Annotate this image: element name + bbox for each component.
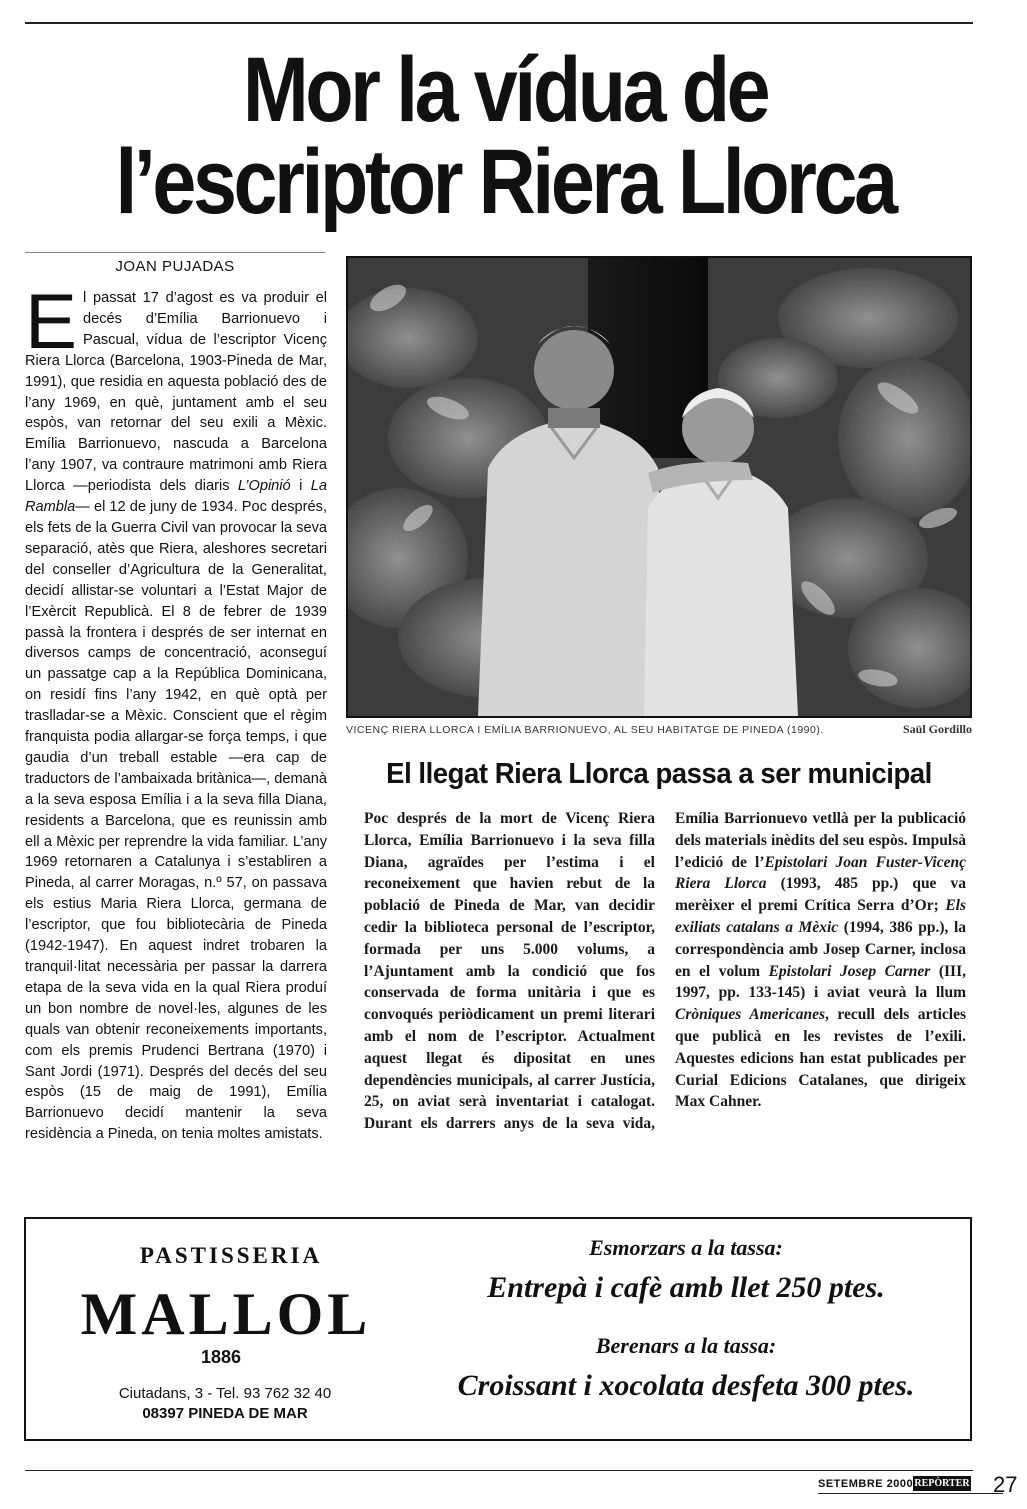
ad-address: Ciutadans, 3 - Tel. 93 762 32 40 bbox=[118, 1385, 332, 1402]
sidebar-title: El llegat Riera Llorca passa a ser municipal bbox=[386, 758, 932, 790]
article-text-1: l passat 17 d’agost es va produir el decés d’Emília Barrionuevo i Pascual, vídua de l’escriptor Vicenç Riera Llorca (Barcelona, 1903-Pineda de Mar, 1991), que residia en aquesta població des de l’any 1969, en què, juntament amb el seu espòs, van retornar del seu exili a Mèxic. Emília Barrionuevo, nascuda a Barcelona l’any 1907, va contraure matrimoni amb Riera Llorca —periodista dels diaris bbox=[25, 290, 327, 495]
sidebar-body bbox=[364, 808, 966, 1200]
top-rule bbox=[25, 22, 973, 24]
ad-offer-1-text: Entrepà i cafè amb llet 250 ptes. bbox=[487, 1271, 885, 1304]
sidebar-text-5: , recull dels articles que publicà en les revistes de l’exili. Aquestes edicions han estat publicades per Curial Edicions Catalanes, que dirigeix Max Cahner. bbox=[675, 1006, 966, 1111]
byline-rule bbox=[25, 252, 325, 253]
article-italic-lopinio: L’Opinió bbox=[237, 478, 291, 495]
photo-image bbox=[348, 258, 970, 716]
footer-issue: SETEMBRE 2000 bbox=[818, 1478, 914, 1490]
photo bbox=[346, 256, 972, 718]
headline bbox=[92, 39, 918, 233]
article-italic-larambla: La Rambla bbox=[25, 478, 327, 516]
advertisement bbox=[24, 1217, 972, 1441]
ad-year: 1886 bbox=[200, 1347, 242, 1367]
headline-line-1: Mor la vídua de bbox=[242, 39, 768, 141]
drop-cap: E bbox=[25, 277, 78, 365]
article-body bbox=[25, 277, 327, 1145]
ad-offer-1-title: Esmorzars a la tassa: bbox=[589, 1235, 783, 1260]
ad-city: 08397 PINEDA DE MAR bbox=[142, 1405, 308, 1422]
sidebar-text-2: (1993, 485 pp.) que va merèixer el premi Crítica Serra d’Or; bbox=[675, 875, 966, 915]
headline-line-2: l’escriptor Riera Llorca bbox=[115, 131, 895, 233]
sidebar-text-3: (1994, 386 pp.), la correspondència amb Josep Carner, inclosa en el volum bbox=[675, 918, 966, 980]
photo-credit: Saül Gordillo bbox=[902, 722, 972, 736]
ad-address-block bbox=[60, 1384, 390, 1424]
byline: JOAN PUJADAS bbox=[115, 258, 235, 275]
sidebar-italic-1: Epistolari Joan Fuster-Vicenç Riera Llorca bbox=[675, 853, 966, 893]
sidebar-text-4: (III, 1997, pp. 133-145) i aviat veurà la llum bbox=[675, 962, 966, 1002]
ad-brand-logo: MALLOL bbox=[80, 1281, 372, 1347]
sidebar-italic-4: Cròniques Americanes bbox=[675, 1006, 826, 1024]
sidebar-text-1: Poc després de la mort de Vicenç Riera Llorca, Emília Barrionuevo i la seva filla Diana, agraïdes per l’estima i el reconeixement que havien rebut de la població de Pineda de Mar, van decidir cedir la biblioteca personal de l’escriptor, formada per uns 5.000 volums, a l’Ajuntament amb la condició que fos conservada de forma unitària i que es convoqués periòdicament un premi literari amb el nom de l’escriptor. Actualment aquest llegat és dipositat en unes dependències municipals, al carrer Justícia, 25, on aviat serà inventariat i catalogat. Durant els darrers anys de la seva vida, Emília Barrionuevo vetllà per la publicació dels materials inèdits del seu espòs. Impulsà l’edició de l’ bbox=[364, 810, 966, 1133]
footer-rule-short bbox=[818, 1493, 1003, 1494]
ad-offer-2-text: Croissant i xocolata desfeta 300 ptes. bbox=[457, 1369, 915, 1402]
article-connector: i bbox=[299, 478, 303, 495]
sidebar-italic-3: Epistolari Josep Carner bbox=[768, 962, 931, 980]
page-number: 27 bbox=[993, 1472, 1018, 1497]
footer-magazine-logo: REPÒRTER bbox=[914, 1478, 970, 1489]
ad-offer-2-title: Berenars a la tassa: bbox=[595, 1333, 777, 1358]
sidebar-italic-2: Els exiliats catalans a Mèxic bbox=[675, 897, 966, 936]
footer-rule bbox=[25, 1470, 973, 1471]
photo-caption: VICENÇ RIERA LLORCA I EMÍLIA BARRIONUEVO, AL SEU HABITATGE DE PINEDA (1990). bbox=[346, 724, 824, 736]
ad-shop-type: PASTISSERIA bbox=[139, 1243, 323, 1268]
article-text-2: — el 12 de juny de 1934. Poc després, els fets de la Guerra Civil van provocar la seva separació, atès que Riera, aleshores secretari del conseller d’Agricultura de la Generalitat, decidí allistar-se voluntari a l’Estat Major de l’Exèrcit Republicà. El 8 de febrer de 1939 passà la frontera i després de ser internat en diversos camps de concentració, aconseguí un passatge cap a la República Dominicana, on residí fins l’any 1942, en què optà per traslladar-se a Mèxic. Conscient que el règim franquista podia allargar-se força temps, i que gaudia d’un treball estable —era cap de traductors de l’ambaixada britànica—, demanà a la seva esposa Emília i a la seva filla Diana, residents a Barcelona, que es reunissin amb ell a Mèxic per reprendre la vida familiar. L’any 1969 retornaren a Catalunya i s’establiren a Pineda, al carrer Moragas, n.º 57, on passava els estius Maria Riera Llorca, germana de l’escriptor, que fou bibliotecària de Pineda (1942-1947). En aquest indret trobaren la tranquil·litat necessària per passar la darrera etapa de la seva vida en la qual Riera produí un bon nombre de novel·les, algunes de les quals van obtenir reconeixements importants, com els premis Prudenci Bertrana (1970) i Sant Jordi (1971). Després del decés del seu espòs (15 de maig de 1991), Emília Barrionuevo decidí mantenir la seva residència a Pineda, on tenia moltes amistats. bbox=[25, 499, 327, 1143]
